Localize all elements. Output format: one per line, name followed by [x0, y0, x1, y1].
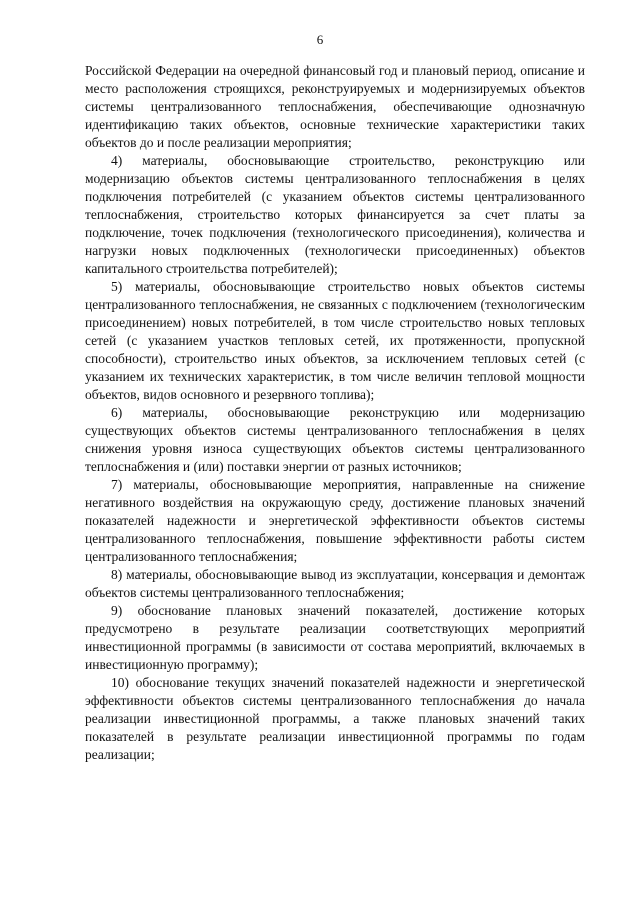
document-body: [85, 62, 585, 764]
paragraph-item-8: 8) материалы, обосновывающие вывод из эксплуатации, консервация и демонтаж объектов системы централизованного теплоснабжения;: [85, 567, 585, 600]
page-number: 6: [316, 32, 324, 47]
paragraph-item-7: 7) материалы, обосновывающие мероприятия, направленные на снижение негативного воздействия на окружающую среду, достижение плановых значений показателей надежности и энергетической эффективности объектов системы централизованного теплоснабжения, повышение эффективности работы систем централизованного теплоснабжения;: [85, 477, 585, 564]
paragraph-item-10: 10) обоснование текущих значений показателей надежности и энергетической эффективности объектов системы централизованного теплоснабжения до начала реализации инвестиционной программы, а также плановых значений таких показателей в результате реализации инвестиционной программы по годам реализации;: [85, 675, 585, 762]
paragraph-item-5: 5) материалы, обосновывающие строительство новых объектов системы централизованного теплоснабжения, не связанных с подключением (технологическим присоединением) новых потребителей, в том числе строительство новых тепловых сетей (с указанием участков тепловых сетей, их протяженности, пропускной способности), строительство иных объектов, за исключением тепловых сетей (с указанием их технических характеристик, в том числе величин тепловой мощности объектов, видов основного и резервного топлива);: [85, 279, 585, 402]
paragraph-continuation: Российской Федерации на очередной финансовый год и плановый период, описание и место расположения строящихся, реконструируемых и модернизируемых объектов системы централизованного теплоснабжения, обеспечивающие однозначную идентификацию таких объектов, основные технические характеристики таких объектов до и после реализации мероприятия;: [85, 63, 585, 150]
paragraph-item-6: 6) материалы, обосновывающие реконструкцию или модернизацию существующих объектов системы централизованного теплоснабжения в целях снижения уровня износа существующих объектов системы централизованного теплоснабжения и (или) поставки энергии от разных источников;: [85, 405, 585, 474]
paragraph-item-9: 9) обоснование плановых значений показателей, достижение которых предусмотрено в результате реализации соответствующих мероприятий инвестиционной программы (в зависимости от состава мероприятий, включаемых в инвестиционную программу);: [85, 603, 585, 672]
paragraph-item-4: 4) материалы, обосновывающие строительство, реконструкцию или модернизацию объектов системы централизованного теплоснабжения в целях подключения потребителей (с указанием объектов системы централизованного теплоснабжения, строительство которых финансируется за счет платы за подключение, точек подключения (технологического присоединения), количества и нагрузки новых подключенных (технологически присоединенных) объектов капитального строительства потребителей);: [85, 153, 585, 276]
